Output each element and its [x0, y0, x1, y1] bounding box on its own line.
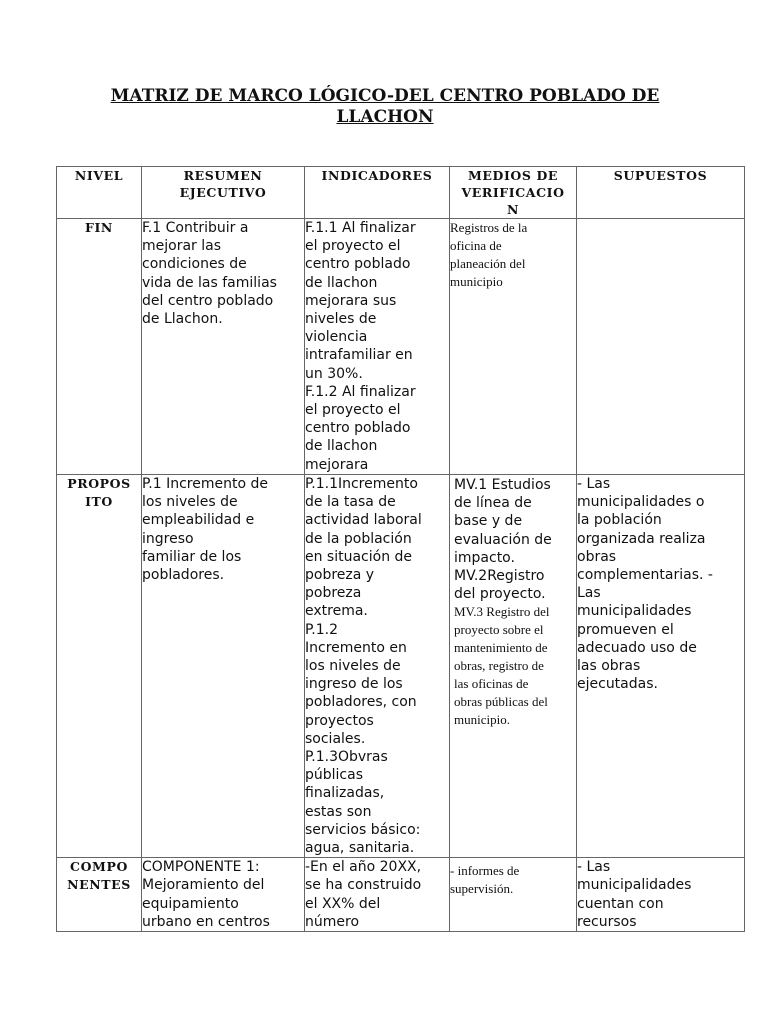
resumen-cell: COMPONENTE 1: Mejoramiento del equipamiento urbano en centros: [142, 858, 305, 932]
document-title-line-1: MATRIZ DE MARCO LÓGICO-DEL CENTRO POBLADO DE: [110, 86, 660, 106]
table-row-componentes: [57, 858, 745, 932]
resumen-cell: F.1 Contribuir a mejorar las condiciones de vida de las familias del centro poblado de Llachon.: [142, 219, 305, 475]
header-nivel: NIVEL: [57, 167, 142, 219]
medios-text-primary: MV.1 Estudios de línea de base y de evaluación de impacto. MV.2Registro del proyecto.: [454, 477, 552, 603]
nivel-cell: PROPOS ITO: [57, 475, 142, 858]
nivel-cell: COMPO NENTES: [57, 858, 142, 932]
header-indicadores: INDICADORES: [305, 167, 450, 219]
indicadores-cell: P.1.1Incremento de la tasa de actividad laboral de la población en situación de pobreza y pobreza extrema. P.1.2 Incremento en los niveles de ingreso de los pobladores, con proyectos sociales. P.1.3Obvras públicas finalizadas, estas son servicios básico: agua, sanitaria.: [305, 475, 450, 858]
header-medios-de-verificacion: MEDIOS DE VERIFICACIO N: [450, 167, 577, 219]
document-title: [90, 86, 680, 128]
table-row-proposito: [57, 475, 745, 858]
indicadores-cell: F.1.1 Al finalizar el proyecto el centro poblado de llachon mejorara sus niveles de violencia intrafamiliar en un 30%. F.1.2 Al finalizar el proyecto el centro poblado de llachon mejorara: [305, 219, 450, 475]
header-supuestos: SUPUESTOS: [577, 167, 745, 219]
header-resumen-ejecutivo: RESUMEN EJECUTIVO: [142, 167, 305, 219]
supuestos-cell: - Las municipalidades cuentan con recursos: [577, 858, 745, 932]
table-row-fin: [57, 219, 745, 475]
supuestos-cell: [577, 219, 745, 475]
medios-cell: - informes de supervisión.: [450, 858, 577, 932]
supuestos-cell: - Las municipalidades o la población organizada realiza obras complementarias. - Las municipalidades promueven el adecuado uso de las obras ejecutadas.: [577, 475, 745, 858]
medios-cell: [450, 475, 577, 858]
table-header-row: [57, 167, 745, 219]
medios-cell: Registros de la oficina de planeación del municipio: [450, 219, 577, 475]
logical-framework-table: [56, 166, 745, 932]
resumen-cell: P.1 Incremento de los niveles de empleabilidad e ingreso familiar de los pobladores.: [142, 475, 305, 858]
document-title-line-2: LLACHON: [336, 107, 434, 127]
indicadores-cell: -En el año 20XX, se ha construido el XX% del número: [305, 858, 450, 932]
medios-text-secondary: MV.3 Registro del proyecto sobre el mantenimiento de obras, registro de las oficinas de obras públicas del municipio.: [454, 604, 550, 728]
nivel-cell: FIN: [57, 219, 142, 475]
